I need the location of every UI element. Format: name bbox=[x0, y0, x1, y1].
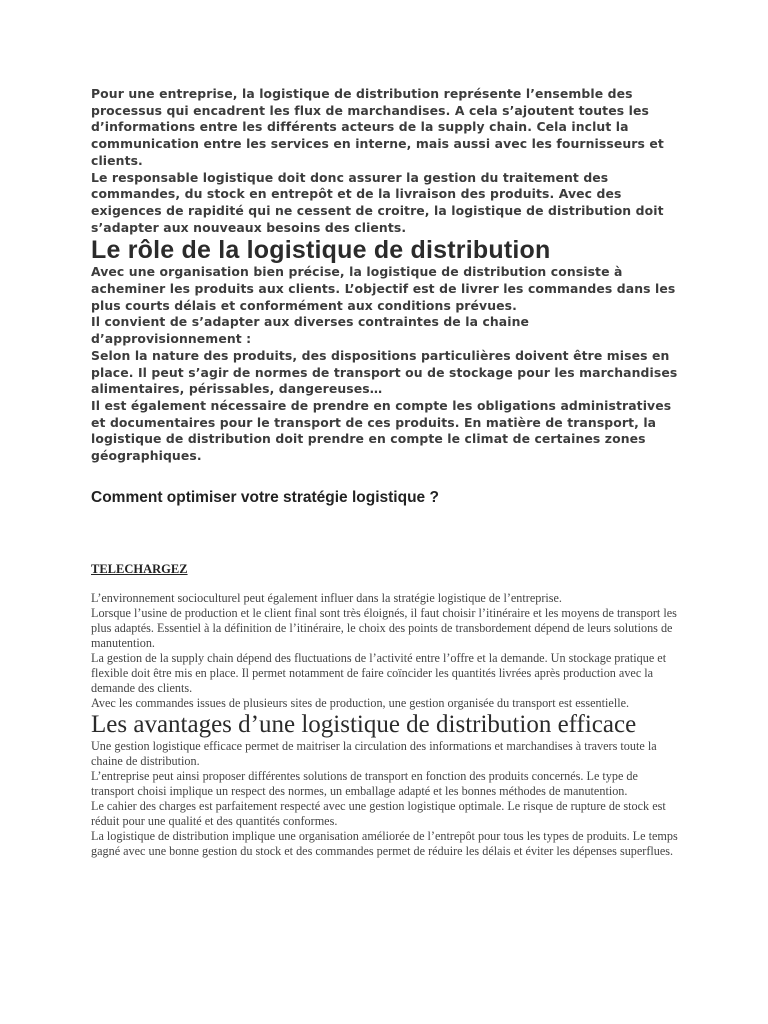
advantages-paragraph: La logistique de distribution implique une organisation améliorée de l’entrepôt pour tous les types de produits. Le temps gagné avec une bonne gestion du stock et des commandes permet de réduire les délais et éviter les dépenses superflues. bbox=[91, 828, 678, 858]
environment-paragraph: La gestion de la supply chain dépend des fluctuations de l’activité entre l’offre et la demande. Un stockage pratique et flexible doit être mis en place. Il permet notamment de faire coïncider les quantités livrées après production avec la demande des clients. bbox=[91, 650, 667, 695]
role-paragraph: Il convient de s’adapter aux diverses contraintes de la chaine d’approvisionnement : bbox=[91, 314, 530, 347]
download-link[interactable]: TELECHARGEZ bbox=[91, 561, 188, 576]
role-paragraph: Avec une organisation bien précise, la logistique de distribution consiste à acheminer les produits aux clients. L’objectif est de livrer les commandes dans les plus courts délais et conformément aux conditions prévues. bbox=[91, 264, 676, 313]
advantages-section bbox=[91, 739, 681, 859]
advantages-heading: Les avantages d’une logistique de distribution efficace bbox=[91, 710, 637, 738]
intro-section bbox=[91, 86, 681, 236]
environment-paragraph: Lorsque l’usine de production et le client final sont très éloignés, il faut choisir l’itinéraire et les moyens de transport les plus adaptés. Essentiel à la définition de l’itinéraire, le choix des points de transbordement dépend de leurs solutions de manutention. bbox=[91, 605, 677, 650]
intro-paragraph: Le responsable logistique doit donc assurer la gestion du traitement des commandes, du stock en entrepôt et de la livraison des produits. Avec des exigences de rapidité qui ne cessent de croitre, la logistique de distribution doit s’adapter aux nouveaux besoins des clients. bbox=[91, 169, 664, 235]
optimize-heading: Comment optimiser votre stratégie logistique ? bbox=[91, 488, 439, 506]
role-section bbox=[91, 264, 681, 464]
role-heading: Le rôle de la logistique de distribution bbox=[91, 236, 551, 265]
document-page bbox=[91, 86, 681, 859]
environment-section bbox=[91, 591, 681, 711]
role-paragraph: Selon la nature des produits, des dispositions particulières doivent être mises en place. Il peut s’agir de normes de transport ou de stockage pour les marchandises alimentaires, périssables, dangereuses… bbox=[91, 347, 678, 397]
environment-paragraph: Avec les commandes issues de plusieurs sites de production, une gestion organisée du transport est essentielle. bbox=[91, 695, 630, 710]
advantages-paragraph: L’entreprise peut ainsi proposer différentes solutions de transport en fonction des produits concernés. Le type de transport choisi implique un respect des normes, un emballage adapté et les bonnes méthodes de manutention. bbox=[91, 768, 638, 798]
intro-paragraph: Pour une entreprise, la logistique de distribution représente l’ensemble des processus qui encadrent les flux de marchandises. A cela s’ajoutent toutes les d’informations entre les différents acteurs de la supply chain. Cela inclut la communication entre les services en interne, mais aussi avec les fournisseurs et clients. bbox=[91, 86, 664, 168]
advantages-paragraph: Une gestion logistique efficace permet de maitriser la circulation des informations et marchandises à travers toute la chaine de distribution. bbox=[91, 738, 657, 768]
environment-paragraph: L’environnement socioculturel peut également influer dans la stratégie logistique de l’entreprise. bbox=[91, 590, 562, 605]
role-paragraph: Il est également nécessaire de prendre en compte les obligations administratives et documentaires pour le transport de ces produits. En matière de transport, la logistique de distribution doit prendre en compte le climat de certaines zones géographiques. bbox=[91, 397, 672, 464]
advantages-paragraph: Le cahier des charges est parfaitement respecté avec une gestion logistique optimale. Le risque de rupture de stock est réduit pour une qualité et des quantités conformes. bbox=[91, 798, 666, 828]
